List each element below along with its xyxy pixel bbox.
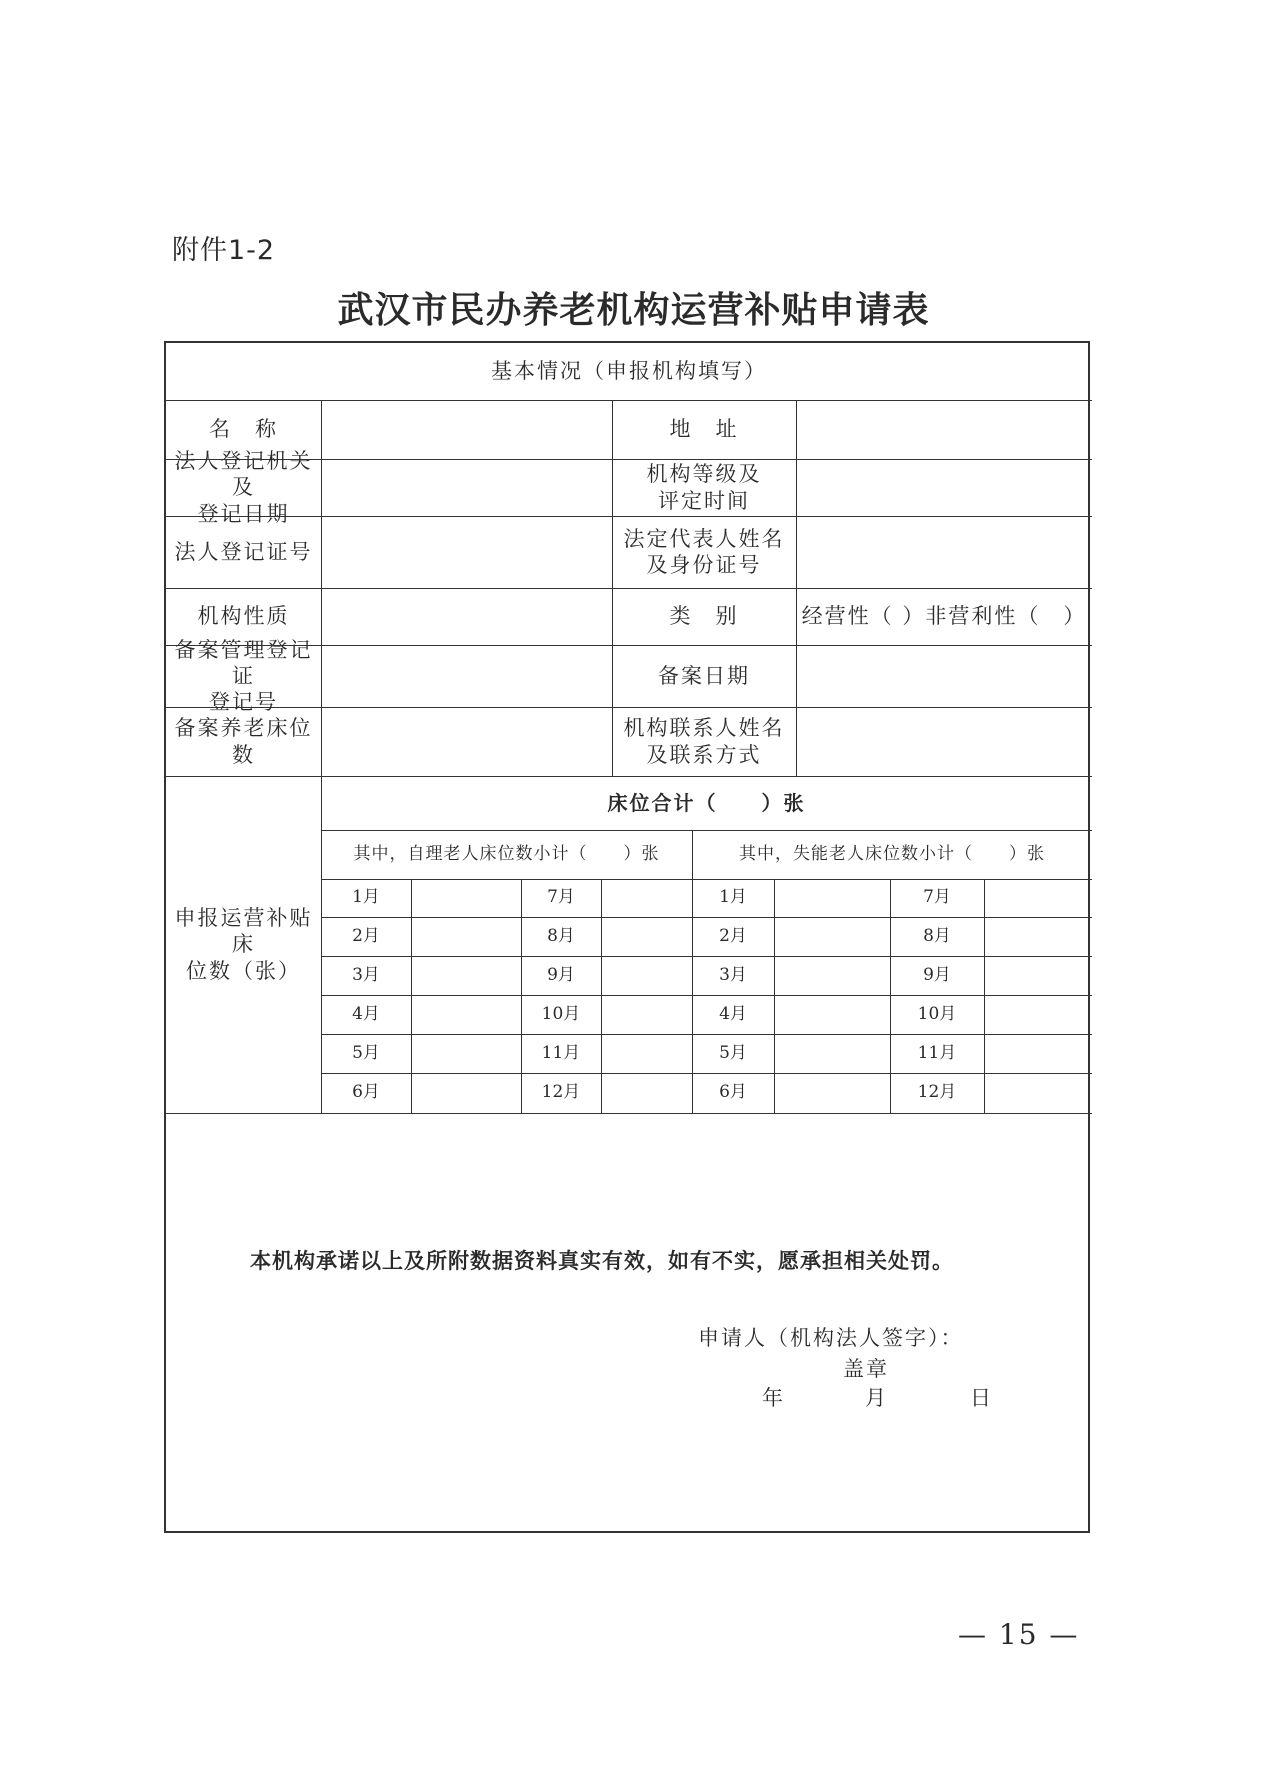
self-care-month-label: 4月 xyxy=(352,1003,380,1024)
self-care-month-label: 8月 xyxy=(547,925,575,946)
disabled-month-input[interactable] xyxy=(984,995,1092,1034)
input-filing-date[interactable] xyxy=(796,645,1092,707)
label-filing-cert-line1: 备案管理登记证 xyxy=(174,637,313,688)
disabled-month-input[interactable] xyxy=(774,917,890,956)
label-legal-rep-line2: 及身份证号 xyxy=(646,553,762,577)
section-heading: 基本情况（申报机构填写） xyxy=(491,359,767,384)
disabled-month-label: 10月 xyxy=(917,1003,957,1024)
disabled-month-input[interactable] xyxy=(984,879,1092,917)
input-name[interactable] xyxy=(321,400,612,459)
label-name: 名 称 xyxy=(209,417,278,442)
input-filing-cert[interactable] xyxy=(321,645,612,707)
self-care-month-input[interactable] xyxy=(411,1034,521,1073)
disabled-month-input[interactable] xyxy=(774,956,890,995)
self-care-month-label: 11月 xyxy=(541,1042,581,1063)
self-care-month-input[interactable] xyxy=(411,995,521,1034)
input-grade[interactable] xyxy=(796,459,1092,516)
self-care-month-label: 5月 xyxy=(352,1042,380,1063)
input-registration-no[interactable] xyxy=(321,516,612,588)
label-grade-line1: 机构等级及 xyxy=(646,462,762,487)
disabled-month-label: 6月 xyxy=(719,1082,747,1103)
self-care-month-input[interactable] xyxy=(411,879,521,917)
self-care-month-input[interactable] xyxy=(601,995,692,1034)
disabled-month-input[interactable] xyxy=(774,879,890,917)
label-beds xyxy=(166,776,321,1113)
disabled-month-label: 11月 xyxy=(917,1042,957,1063)
label-filing-cert xyxy=(166,637,321,715)
self-care-month-label: 6月 xyxy=(352,1082,380,1103)
self-care-month-input[interactable] xyxy=(411,956,521,995)
disabled-month-input[interactable] xyxy=(774,1034,890,1073)
self-care-month-label: 3月 xyxy=(352,964,380,985)
disabled-month-input[interactable] xyxy=(774,995,890,1034)
disabled-month-input[interactable] xyxy=(984,917,1092,956)
label-registration-authority xyxy=(166,449,321,526)
self-care-month-label: 7月 xyxy=(547,887,575,908)
form-title: 武汉市民办养老机构运营补贴申请表 xyxy=(337,289,930,331)
applicant-signature-label: 申请人（机构法人签字）： xyxy=(698,1326,964,1350)
input-nature[interactable] xyxy=(321,588,612,645)
self-care-month-input[interactable] xyxy=(411,917,521,956)
label-beds-line1: 申报运营补贴床 xyxy=(174,906,313,957)
input-registration-authority[interactable] xyxy=(321,459,612,516)
date-month-label: 月 xyxy=(865,1386,888,1410)
disabled-month-label: 12月 xyxy=(917,1082,957,1103)
self-care-month-label: 10月 xyxy=(541,1003,581,1024)
beds-self-care-subtotal: 其中，自理老人床位数小计（ ）张 xyxy=(353,843,660,864)
self-care-month-input[interactable] xyxy=(601,879,692,917)
self-care-month-label: 1月 xyxy=(352,887,380,908)
self-care-month-input[interactable] xyxy=(601,917,692,956)
input-legal-rep[interactable] xyxy=(796,516,1092,588)
date-day-label: 日 xyxy=(970,1386,993,1410)
label-registration-authority-line2: 登记日期 xyxy=(197,501,290,526)
disabled-month-input[interactable] xyxy=(774,1073,890,1113)
label-filing-date: 备案日期 xyxy=(658,663,750,688)
disabled-month-label: 1月 xyxy=(719,887,747,908)
disabled-month-label: 2月 xyxy=(719,925,747,946)
input-contact[interactable] xyxy=(796,707,1092,776)
label-contact-line2: 及联系方式 xyxy=(646,742,762,767)
self-care-month-label: 9月 xyxy=(547,964,575,985)
label-grade-line2: 评定时间 xyxy=(658,488,750,513)
disabled-month-label: 9月 xyxy=(923,964,951,985)
label-registration-authority-line1: 法人登记机关及 xyxy=(174,449,313,500)
label-filed-beds: 备案养老床位数 xyxy=(174,716,313,767)
self-care-month-input[interactable] xyxy=(601,1073,692,1113)
disabled-month-label: 4月 xyxy=(719,1003,747,1024)
label-beds-line2: 位数（张） xyxy=(186,958,301,983)
beds-disabled-subtotal: 其中，失能老人床位数小计（ ）张 xyxy=(739,843,1045,864)
label-legal-rep xyxy=(612,516,796,588)
self-care-month-input[interactable] xyxy=(601,956,692,995)
disabled-month-label: 8月 xyxy=(923,925,951,946)
disabled-month-input[interactable] xyxy=(984,1073,1092,1113)
attachment-label: 附件1-2 xyxy=(172,235,276,266)
page-number: — 15 — xyxy=(958,1618,1080,1651)
label-address: 地 址 xyxy=(669,417,739,442)
application-form xyxy=(164,341,1090,1533)
date-year-label: 年 xyxy=(762,1386,785,1410)
input-address[interactable] xyxy=(796,400,1092,459)
input-filed-beds[interactable] xyxy=(321,707,612,776)
disabled-month-label: 7月 xyxy=(923,887,951,908)
label-legal-rep-line1: 法定代表人姓名 xyxy=(623,526,785,551)
label-contact-line1: 机构联系人姓名 xyxy=(623,716,785,741)
category-options[interactable]: 经营性（ ）非营利性（ ） xyxy=(801,604,1087,629)
self-care-month-label: 12月 xyxy=(541,1082,581,1103)
disabled-month-label: 5月 xyxy=(719,1042,747,1063)
self-care-month-input[interactable] xyxy=(411,1073,521,1113)
pledge-statement: 本机构承诺以上及所附数据资料真实有效，如有不实，愿承担相关处罚。 xyxy=(250,1248,954,1273)
beds-total: 床位合计（ ）张 xyxy=(607,790,806,815)
label-contact xyxy=(612,707,796,776)
label-nature: 机构性质 xyxy=(197,604,290,629)
label-category: 类 别 xyxy=(669,604,739,629)
label-registration-no: 法人登记证号 xyxy=(174,539,313,564)
label-filing-cert-line2: 登记号 xyxy=(209,690,278,715)
self-care-month-input[interactable] xyxy=(601,1034,692,1073)
disabled-month-label: 3月 xyxy=(719,964,747,985)
label-grade xyxy=(612,459,796,516)
seal-label: 盖章 xyxy=(843,1357,889,1381)
disabled-month-input[interactable] xyxy=(984,956,1092,995)
self-care-month-label: 2月 xyxy=(352,925,380,946)
disabled-month-input[interactable] xyxy=(984,1034,1092,1073)
